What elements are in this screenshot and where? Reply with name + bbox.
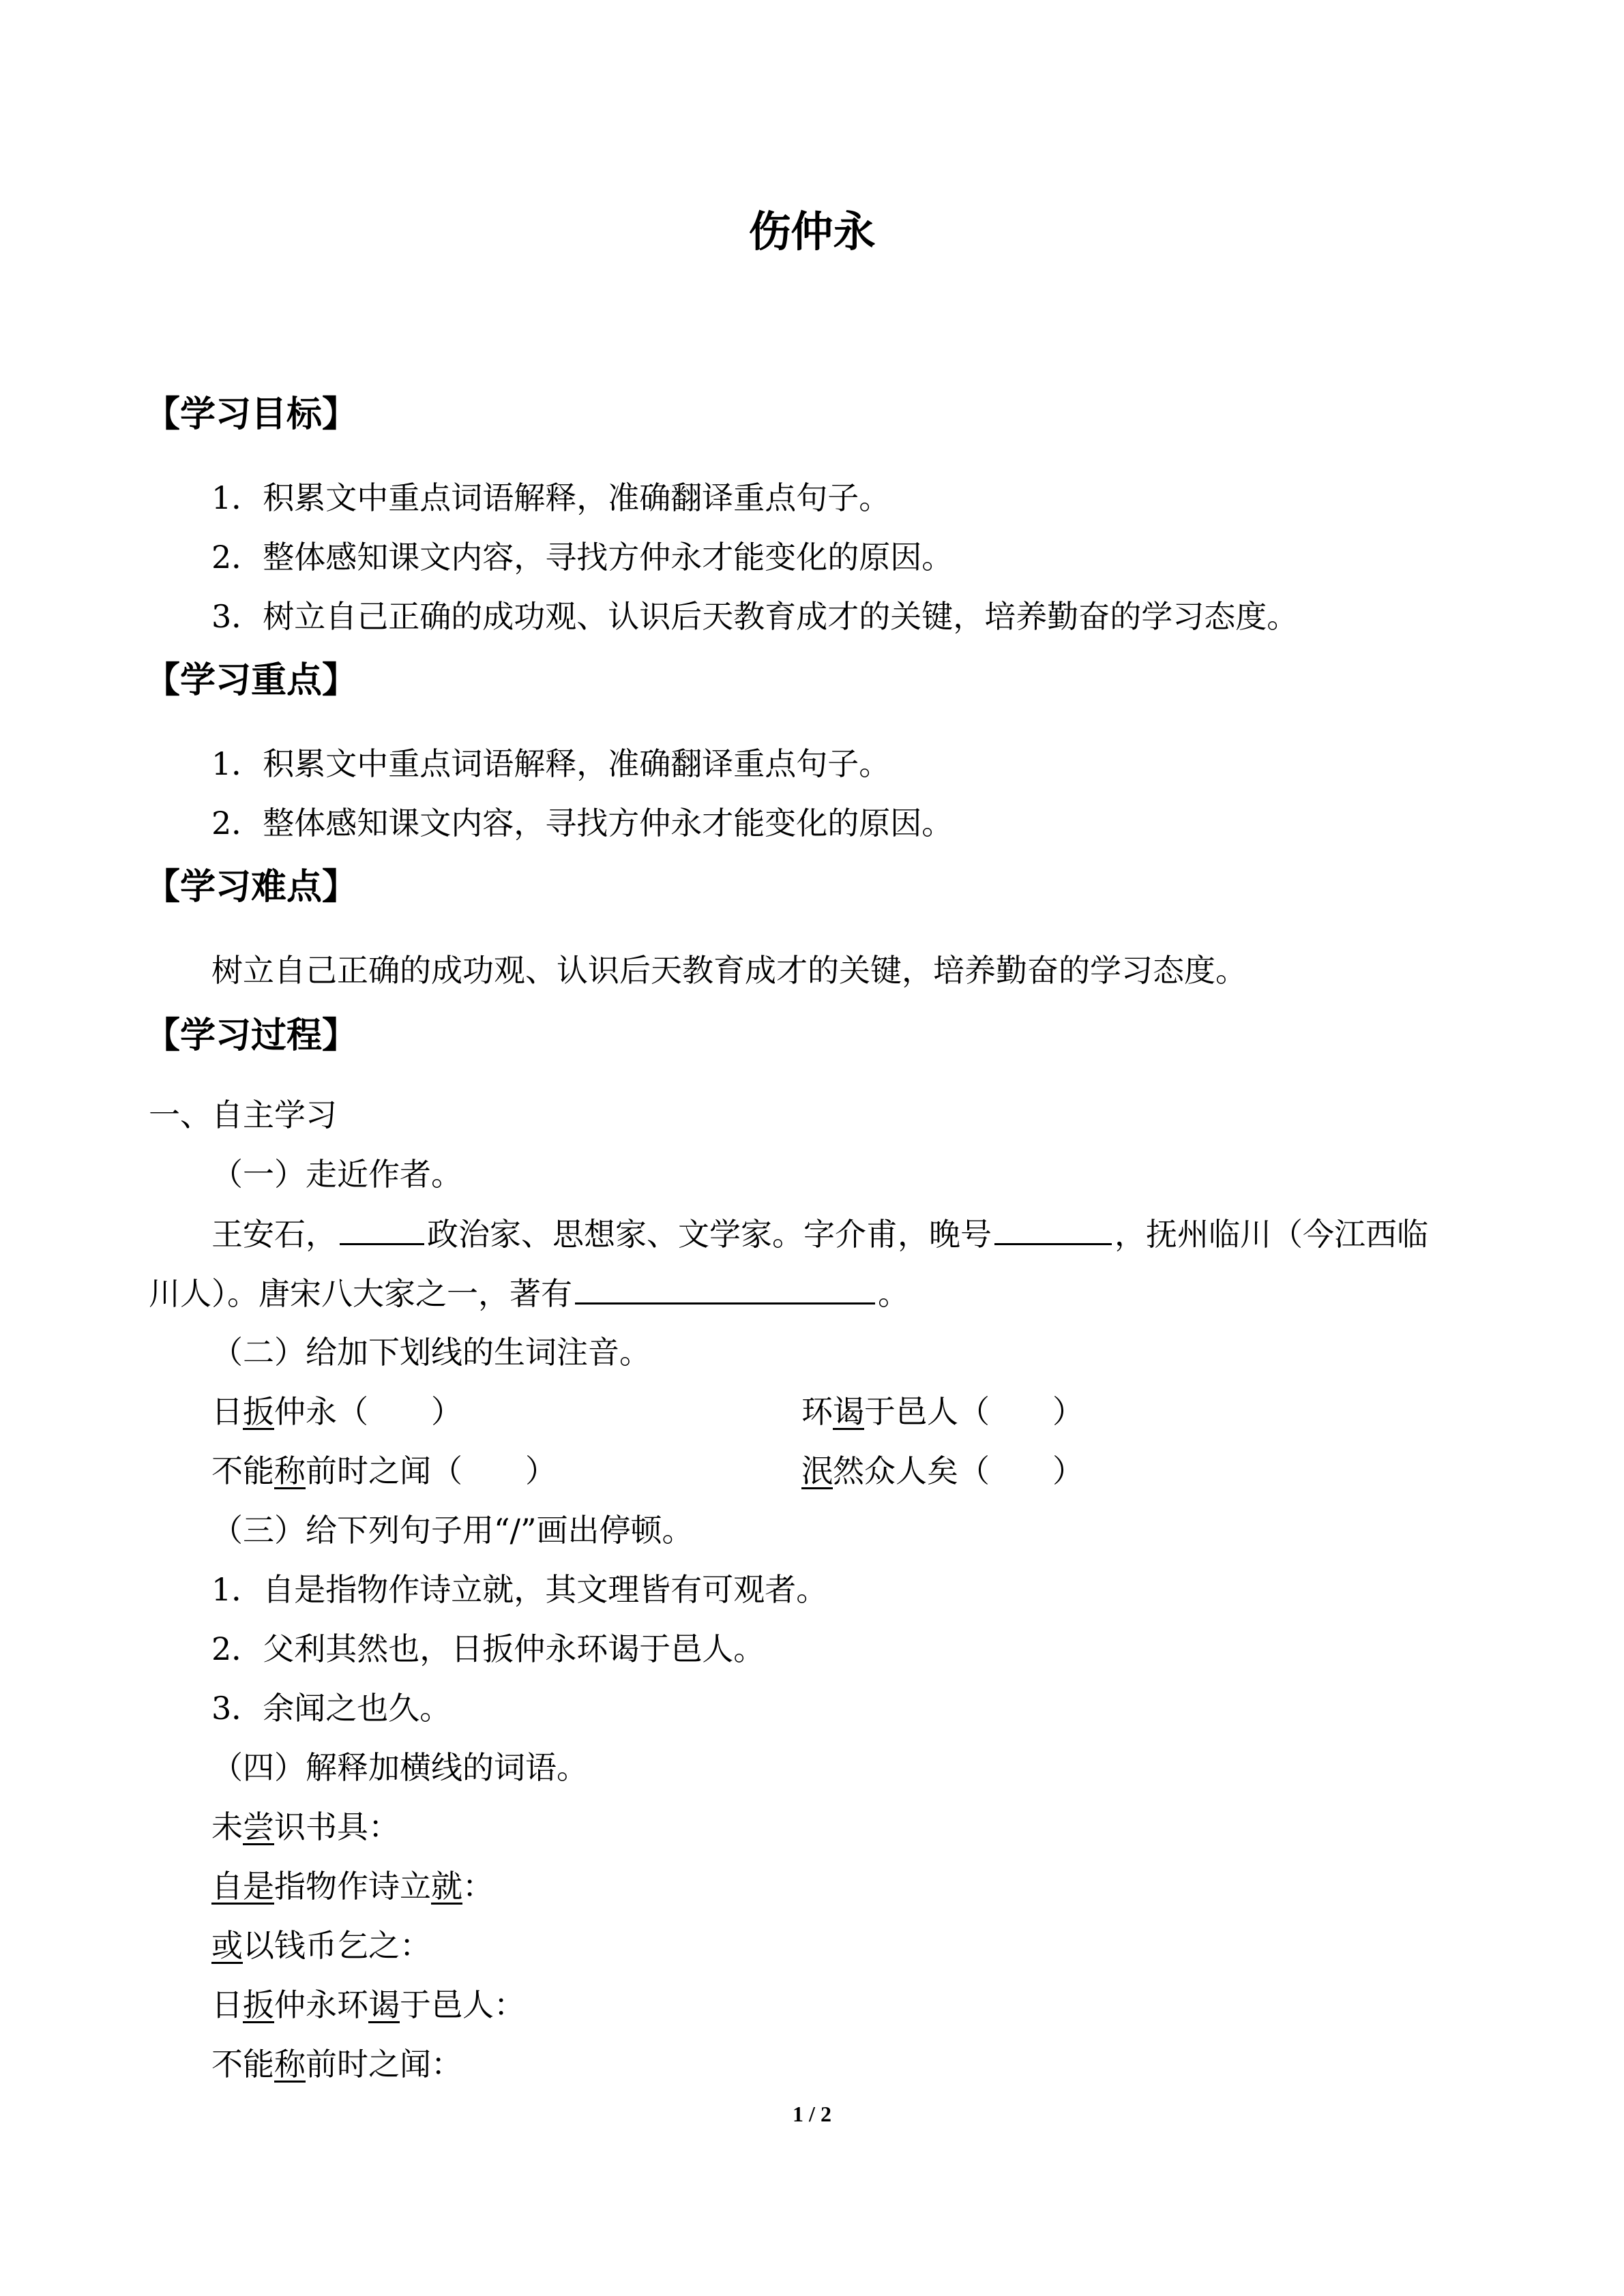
pause-item-2: 2．父利其然也，日扳仲永环谒于邑人。 bbox=[211, 1630, 765, 1667]
underlined-word: 谒 bbox=[368, 1986, 400, 2023]
goal-item-3: 3．树立自己正确的成功观、认识后天教育成才的关键，培养勤奋的学习态度。 bbox=[211, 598, 1299, 635]
heading-process: 【学习过程】 bbox=[145, 1015, 358, 1056]
pinyin-item bbox=[211, 1391, 462, 1432]
word-item-1 bbox=[211, 1806, 400, 1847]
difficulty-text: 树立自己正确的成功观、认识后天教育成才的关键，培养勤奋的学习态度。 bbox=[211, 952, 1247, 989]
heading-difficulties: 【学习难点】 bbox=[145, 867, 358, 908]
goal-item-2: 2．整体感知课文内容，寻找方仲永才能变化的原因。 bbox=[211, 539, 954, 576]
author-line-1 bbox=[211, 1213, 1428, 1255]
word-text: 于邑人： bbox=[400, 1986, 525, 2023]
word-text: 不能 bbox=[211, 1452, 274, 1489]
heading-key-points: 【学习重点】 bbox=[145, 660, 358, 701]
word-text: 环 bbox=[801, 1393, 833, 1430]
pauses-title: （三）给下列句子用“/”画出停顿。 bbox=[211, 1512, 694, 1549]
underlined-word: 谒 bbox=[833, 1393, 864, 1430]
author-text: ，抚州临川（今江西临 bbox=[1114, 1216, 1428, 1253]
word-text: 未 bbox=[211, 1808, 243, 1845]
underlined-word: 尝 bbox=[243, 1808, 274, 1845]
pinyin-title: （二）给加下划线的生词注音。 bbox=[211, 1334, 651, 1371]
pinyin-item bbox=[801, 1450, 1084, 1491]
author-line-2 bbox=[149, 1272, 909, 1314]
underlined-word: 称 bbox=[274, 1452, 306, 1489]
page-title: 伤仲永 bbox=[748, 207, 876, 256]
underlined-word: 自是 bbox=[211, 1868, 274, 1905]
pause-item-1: 1．自是指物作诗立就，其文理皆有可观者。 bbox=[211, 1571, 828, 1608]
underlined-word: 就 bbox=[431, 1868, 462, 1905]
pinyin-item bbox=[801, 1391, 1084, 1432]
word-item-5 bbox=[211, 2044, 462, 2085]
word-text: 仲永环 bbox=[274, 1986, 368, 2023]
words-title: （四）解释加横线的词语。 bbox=[211, 1749, 588, 1786]
page-number: 1 / 2 bbox=[793, 2102, 831, 2126]
heading-goals: 【学习目标】 bbox=[145, 394, 358, 435]
author-text: 川人）。唐宋八大家之一，著有 bbox=[149, 1275, 572, 1312]
word-item-3 bbox=[211, 1925, 431, 1966]
author-text: 。 bbox=[878, 1275, 909, 1312]
key-point-item-2: 2．整体感知课文内容，寻找方仲永才能变化的原因。 bbox=[211, 805, 954, 841]
word-text: 然众人矣（ ） bbox=[833, 1452, 1084, 1489]
goal-item-1: 1．积累文中重点词语解释，准确翻译重点句子。 bbox=[211, 479, 891, 516]
underlined-word: 泯 bbox=[801, 1452, 833, 1489]
word-text: ： bbox=[462, 1868, 494, 1905]
word-text: 指物作诗立 bbox=[274, 1868, 431, 1905]
underlined-word: 称 bbox=[274, 2046, 306, 2083]
underlined-word: 扳 bbox=[243, 1986, 274, 2023]
fill-blank[interactable] bbox=[340, 1213, 424, 1245]
part1-title: 一、自主学习 bbox=[149, 1097, 337, 1133]
word-text: 前时之闻： bbox=[306, 2046, 462, 2083]
underlined-word: 扳 bbox=[243, 1393, 274, 1430]
fill-blank[interactable] bbox=[575, 1272, 875, 1304]
author-text: 政治家、思想家、文学家。字介甫，晚号 bbox=[427, 1216, 992, 1253]
author-title: （一）走近作者。 bbox=[211, 1156, 462, 1193]
word-text: 日 bbox=[211, 1986, 243, 2023]
underlined-word: 或 bbox=[211, 1927, 243, 1964]
word-item-2 bbox=[211, 1866, 494, 1907]
word-item-4 bbox=[211, 1984, 525, 2025]
word-text: 识书具： bbox=[274, 1808, 400, 1845]
author-text: 王安石， bbox=[211, 1216, 337, 1253]
word-text: 日 bbox=[211, 1393, 243, 1430]
word-text: 仲永（ ） bbox=[274, 1393, 462, 1430]
pause-item-3: 3．余闻之也久。 bbox=[211, 1690, 452, 1727]
fill-blank[interactable] bbox=[994, 1213, 1112, 1245]
word-text: 不能 bbox=[211, 2046, 274, 2083]
pinyin-item bbox=[211, 1450, 557, 1491]
key-point-item-1: 1．积累文中重点词语解释，准确翻译重点句子。 bbox=[211, 745, 891, 782]
word-text: 前时之闻（ ） bbox=[306, 1452, 557, 1489]
word-text: 以钱币乞之： bbox=[243, 1927, 431, 1964]
word-text: 于邑人（ ） bbox=[864, 1393, 1084, 1430]
